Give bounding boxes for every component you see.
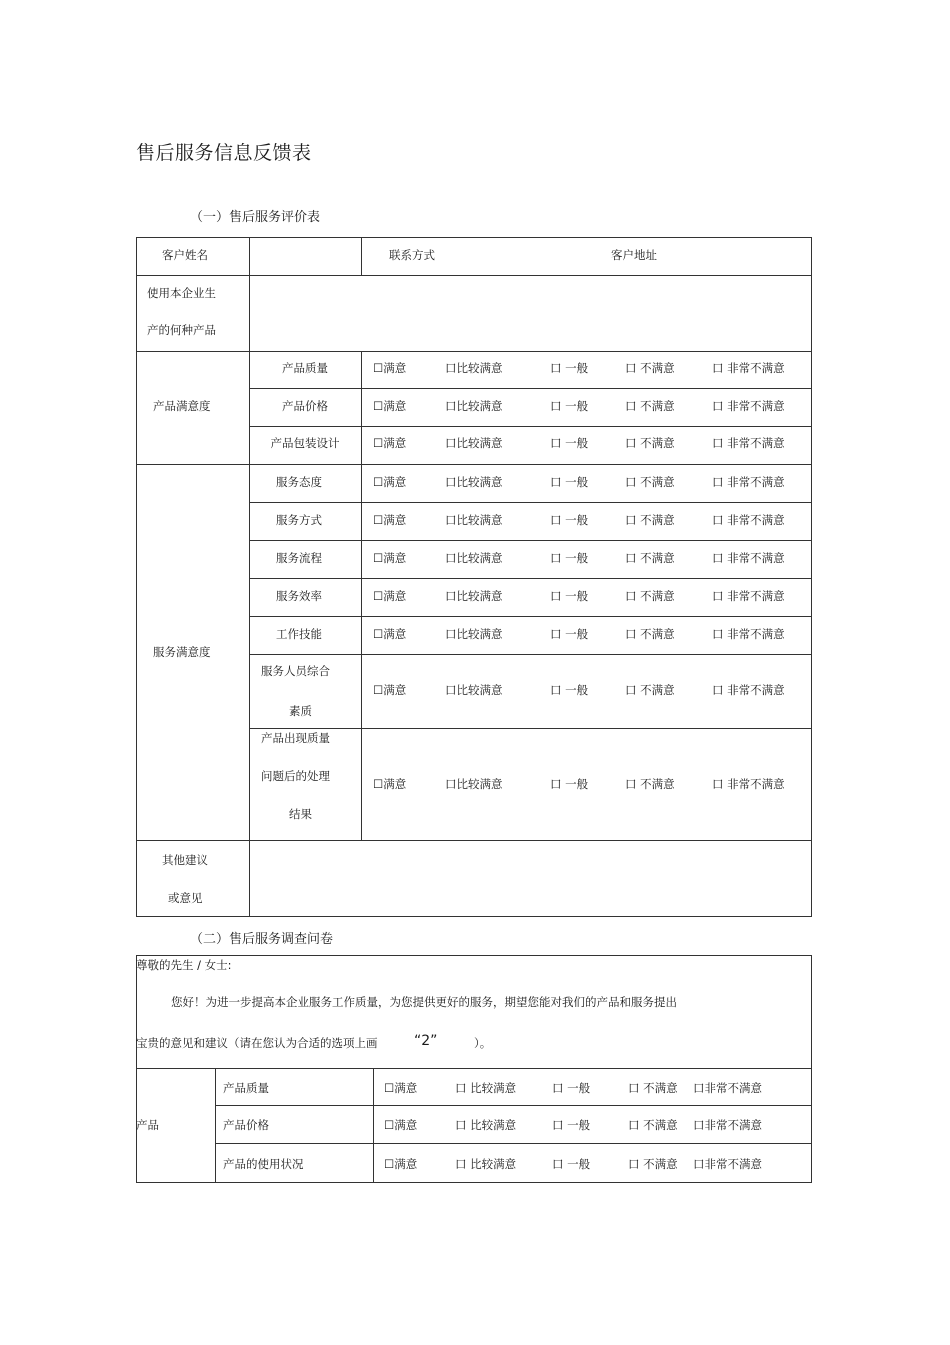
option-checkbox[interactable]: ☐满意 [373,475,407,489]
option-checkbox[interactable]: 口比较满意 [445,627,503,641]
option-checkbox[interactable]: 口非常不满意 [693,1157,762,1171]
item-label: 服务效率 [276,589,322,603]
option-checkbox[interactable]: 口 非常不满意 [712,436,785,450]
option-checkbox[interactable]: 口 非常不满意 [712,777,785,791]
option-checkbox[interactable]: 口非常不满意 [693,1081,762,1095]
option-checkbox[interactable]: 口 比较满意 [455,1157,517,1171]
group-label: 产品 [136,1118,159,1132]
item-label: 产品的使用状况 [223,1157,304,1171]
option-checkbox[interactable]: ☐满意 [373,589,407,603]
option-checkbox[interactable]: 口比较满意 [445,436,503,450]
option-checkbox[interactable]: 口 一般 [550,475,589,489]
option-checkbox[interactable]: 口比较满意 [445,399,503,413]
option-checkbox[interactable]: ☐满意 [373,436,407,450]
option-checkbox[interactable]: 口 非常不满意 [712,513,785,527]
option-checkbox[interactable]: 口 不满意 [628,1081,678,1095]
option-checkbox[interactable]: 口 比较满意 [455,1118,517,1132]
customer-name-label: 客户姓名 [162,248,208,262]
option-checkbox[interactable]: 口 一般 [550,513,589,527]
option-checkbox[interactable]: 口 一般 [550,551,589,565]
option-checkbox[interactable]: 口比较满意 [445,513,503,527]
option-checkbox[interactable]: 口 不满意 [625,513,675,527]
item-label: 服务流程 [276,551,322,565]
option-checkbox[interactable]: 口 不满意 [625,777,675,791]
page-title: 售后服务信息反馈表 [136,142,312,164]
option-checkbox[interactable]: ☐满意 [373,627,407,641]
option-checkbox[interactable]: 口非常不满意 [693,1118,762,1132]
option-checkbox[interactable]: ☐满意 [384,1157,418,1171]
option-checkbox[interactable]: 口 非常不满意 [712,399,785,413]
option-checkbox[interactable]: 口 不满意 [625,399,675,413]
option-checkbox[interactable]: 口 比较满意 [455,1081,517,1095]
item-label: 产品包装设计 [270,436,340,450]
item-label: 产品质量 [282,361,328,375]
option-checkbox[interactable]: 口 一般 [552,1118,591,1132]
option-checkbox[interactable]: 口 一般 [550,361,589,375]
option-checkbox[interactable]: 口比较满意 [445,777,503,791]
option-checkbox[interactable]: ☐满意 [384,1118,418,1132]
option-checkbox[interactable]: 口比较满意 [445,683,503,697]
item-label: 服务态度 [276,475,322,489]
option-checkbox[interactable]: ☐满意 [384,1081,418,1095]
item-label: 产品价格 [282,399,328,413]
product-satisfaction-label: 产品满意度 [153,399,211,413]
item-label: 产品价格 [223,1118,269,1132]
option-checkbox[interactable]: ☐满意 [373,513,407,527]
option-checkbox[interactable]: 口 不满意 [625,627,675,641]
option-checkbox[interactable]: 口 非常不满意 [712,627,785,641]
service-satisfaction-label: 服务满意度 [153,645,211,659]
item-label: 产品质量 [223,1081,269,1095]
option-checkbox[interactable]: ☐满意 [373,683,407,697]
item-label: 工作技能 [276,627,322,641]
option-checkbox[interactable]: 口 非常不满意 [712,475,785,489]
option-checkbox[interactable]: 口 不满意 [625,436,675,450]
section1-heading: （一）售后服务评价表 [190,210,321,225]
option-checkbox[interactable]: 口 非常不满意 [712,683,785,697]
address-label: 客户地址 [611,248,657,262]
option-checkbox[interactable]: ☐满意 [373,777,407,791]
option-checkbox[interactable]: 口 不满意 [628,1118,678,1132]
option-checkbox[interactable]: 口 一般 [550,589,589,603]
option-checkbox[interactable]: 口 非常不满意 [712,589,785,603]
option-checkbox[interactable]: 口 不满意 [625,361,675,375]
option-checkbox[interactable]: 口 不满意 [625,589,675,603]
option-checkbox[interactable]: 口 不满意 [625,683,675,697]
option-checkbox[interactable]: 口 不满意 [625,475,675,489]
option-checkbox[interactable]: 口 一般 [550,683,589,697]
greeting: 尊敬的先生 / 女士: [136,958,232,972]
option-checkbox[interactable]: 口 非常不满意 [712,361,785,375]
option-checkbox[interactable]: 口比较满意 [445,361,503,375]
option-checkbox[interactable]: 口比较满意 [445,475,503,489]
option-checkbox[interactable]: ☐满意 [373,399,407,413]
contact-label: 联系方式 [389,248,435,262]
option-checkbox[interactable]: 口 一般 [550,777,589,791]
option-checkbox[interactable]: 口 非常不满意 [712,551,785,565]
option-checkbox[interactable]: 口 一般 [552,1157,591,1171]
option-checkbox[interactable]: 口 不满意 [628,1157,678,1171]
option-checkbox[interactable]: ☐满意 [373,361,407,375]
option-checkbox[interactable]: 口比较满意 [445,589,503,603]
option-checkbox[interactable]: 口 一般 [550,399,589,413]
option-checkbox[interactable]: 口 一般 [552,1081,591,1095]
option-checkbox[interactable]: 口 不满意 [625,551,675,565]
option-checkbox[interactable]: ☐满意 [373,551,407,565]
option-checkbox[interactable]: 口 一般 [550,627,589,641]
option-checkbox[interactable]: 口 一般 [550,436,589,450]
option-checkbox[interactable]: 口比较满意 [445,551,503,565]
section2-heading: （二）售后服务调查问卷 [190,932,334,947]
item-label: 服务方式 [276,513,322,527]
